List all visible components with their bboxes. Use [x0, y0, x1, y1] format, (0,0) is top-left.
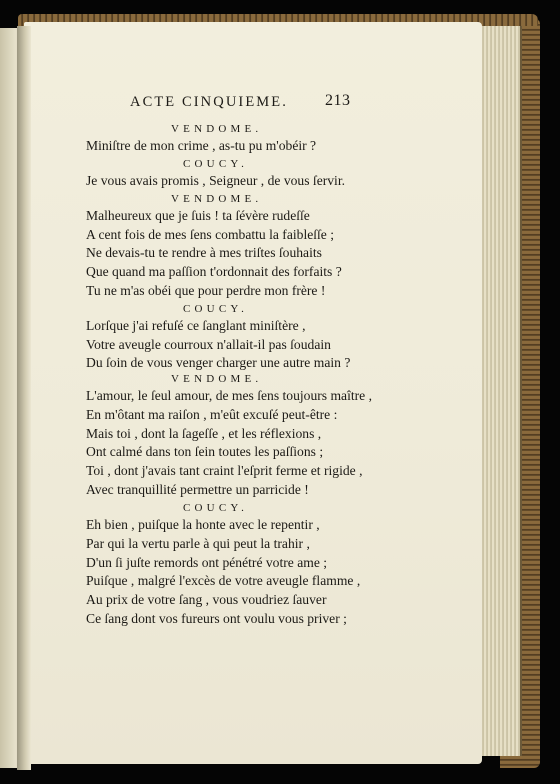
speaker-name: VENDOME.	[171, 193, 263, 205]
verse-line: D'un ſi juſte remords ont pénétré votre ame ;	[86, 555, 328, 570]
speaker-name: VENDOME.	[171, 373, 263, 385]
verse-line: Malheureux que je ſuis ! ta ſévère rudeſſe	[86, 208, 310, 223]
verse-line: Je vous avais promis , Seigneur , de vous ſervir.	[86, 173, 345, 188]
verse-line: Ont calmé dans ton ſein toutes les paſſions ;	[86, 444, 324, 459]
verse-line: En m'ôtant ma raiſon , m'eût excuſé peut-être :	[86, 407, 338, 422]
verse-line: A cent fois de mes ſens combattu la faibleſſe ;	[86, 227, 335, 242]
running-head: ACTE CINQUIEME.	[130, 94, 288, 110]
verse-line: Lorſque j'ai refuſé ce ſanglant miniſtère ,	[86, 318, 306, 333]
verse-line: Votre aveugle courroux n'allait-il pas ſoudain	[86, 337, 331, 352]
verse-line: Par qui la vertu parle à qui peut la trahir ,	[86, 536, 310, 551]
verse-line: L'amour, le ſeul amour, de mes ſens toujours maître ,	[86, 388, 372, 403]
verse-line: Mais toi , dont la ſageſſe , et les réflexions ,	[86, 426, 322, 441]
verse-line: Miniſtre de mon crime , as-tu pu m'obéir ?	[86, 138, 317, 153]
speaker-name: COUCY.	[183, 303, 249, 315]
verse-line: Que quand ma paſſion t'ordonnait des forfaits ?	[86, 264, 342, 279]
verse-line: Eh bien , puiſque la honte avec le repentir ,	[86, 517, 320, 532]
speaker-name: COUCY.	[183, 502, 249, 514]
page-number: 213	[325, 92, 351, 109]
verse-line: Puiſque , malgré l'excès de votre aveugle flamme ,	[86, 573, 361, 588]
speaker-name: VENDOME.	[171, 123, 263, 135]
verse-line: Ce ſang dont vos fureurs ont voulu vous priver ;	[86, 611, 347, 626]
verse-line: Au prix de votre ſang , vous voudriez ſauver	[86, 592, 327, 607]
verse-line: Tu ne m'as obéi que pour perdre mon frère !	[86, 283, 326, 298]
verse-line: Du ſoin de vous venger charger une autre main ?	[86, 355, 351, 370]
speaker-name: COUCY.	[183, 158, 249, 170]
verse-line: Ne devais-tu te rendre à mes triſtes ſouhaits	[86, 245, 322, 260]
verse-line: Avec tranquillité permettre un parricide !	[86, 482, 309, 497]
verse-line: Toi , dont j'avais tant craint l'eſprit ferme et rigide ,	[86, 463, 363, 478]
